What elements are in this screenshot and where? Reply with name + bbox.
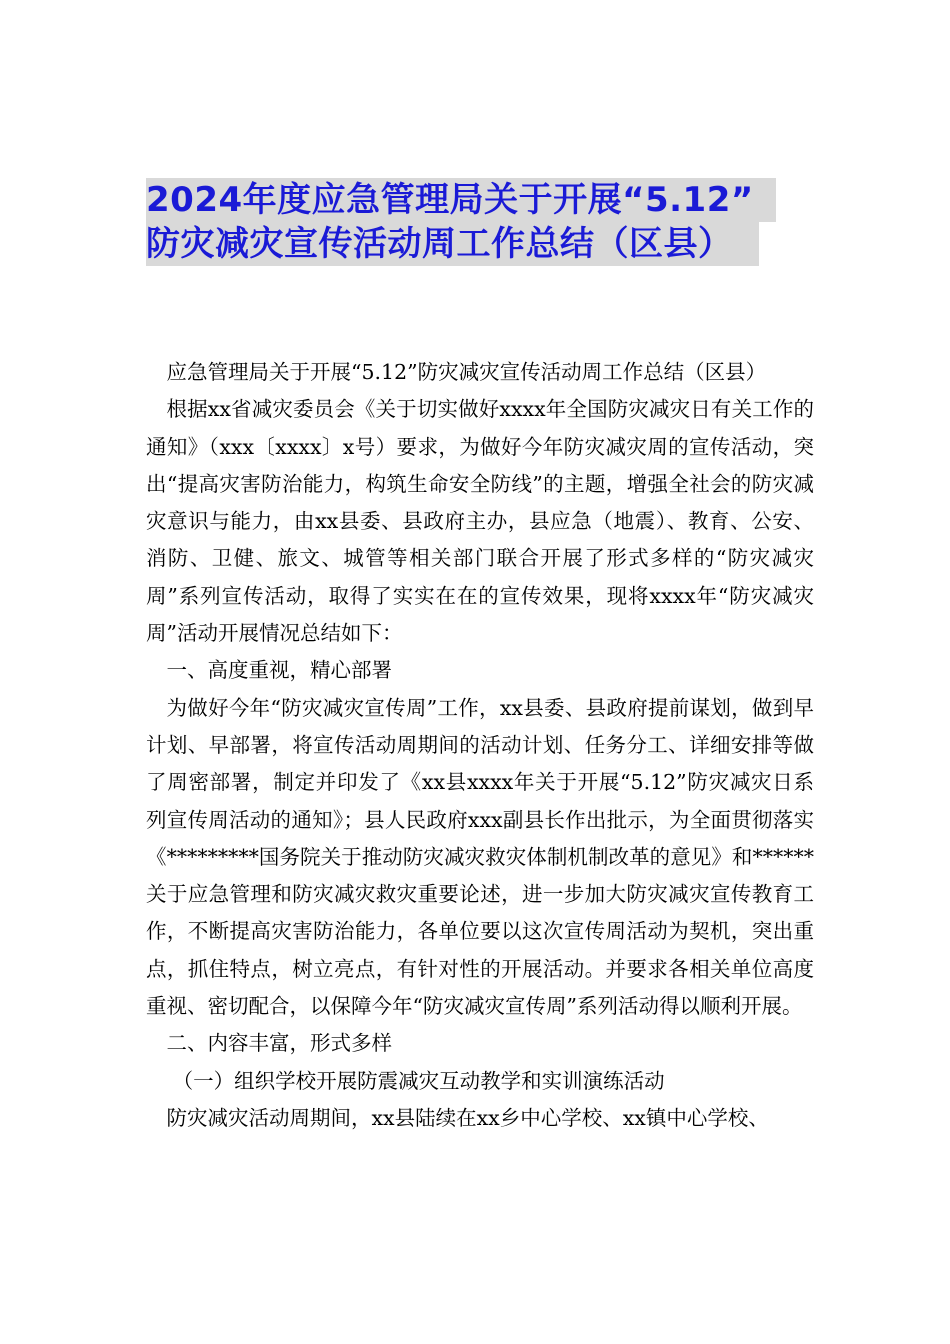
background-paragraph: 根据xx省减灾委员会《关于切实做好xxxx年全国防灾减灾日有关工作的通知》（xxx〔xxxx〕x号）要求，为做好今年防灾减灾周的宣传活动，突出“提高灾害防治能力，构筑生命安全防线”的主题，增强全社会的防灾减灾意识与能力，由xx县委、县政府主办，县应急（地震）、教育、公安、消防、卫健、旅文、城管等相关部门联合开展了形式多样的“防灾减灾周”系列宣传活动，取得了实实在在的宣传效果，现将xxxx年“防灾减灾周”活动开展情况总结如下：	[146, 397, 814, 646]
subsection-heading-2-1: （一）组织学校开展防震减灾互动教学和实训演练活动	[172, 1068, 665, 1093]
section-heading-2: 二、内容丰富，形式多样	[166, 1031, 392, 1056]
document-body	[146, 354, 814, 1137]
title-line-1: 2024年度应急管理局关于开展“5.12”	[146, 178, 776, 222]
intro-paragraph: 应急管理局关于开展“5.12”防灾减灾宣传活动周工作总结（区县）	[166, 360, 767, 384]
subsection-2-1-paragraph: 防灾减灾活动周期间，xx县陆续在xx乡中心学校、xx镇中心学校、	[166, 1105, 769, 1130]
section-heading-1: 一、高度重视，精心部署	[166, 658, 392, 683]
document-title	[146, 178, 806, 266]
title-line-2: 防灾减灾宣传活动周工作总结（区县）	[146, 222, 759, 266]
section-1-paragraph: 为做好今年“防灾减灾宣传周”工作，xx县委、县政府提前谋划，做到早计划、早部署，将宣传活动周期间的活动计划、任务分工、详细安排等做了周密部署，制定并印发了《xx县xxxx年关于开展“5.12”防灾减灾日系列宣传周活动的通知》；县人民政府xxx副县长作出批示，为全面贯彻落实《*********国务院关于推动防灾减灾救灾体制机制改革的意见》和******关于应急管理和防灾减灾救灾重要论述，进一步加大防灾减灾宣传教育工作，不断提高灾害防治能力，各单位要以这次宣传周活动为契机，突出重点，抓住特点，树立亮点，有针对性的开展活动。并要求各相关单位高度重视、密切配合，以保障今年“防灾减灾宣传周”系列活动得以顺利开展。	[146, 695, 814, 1019]
